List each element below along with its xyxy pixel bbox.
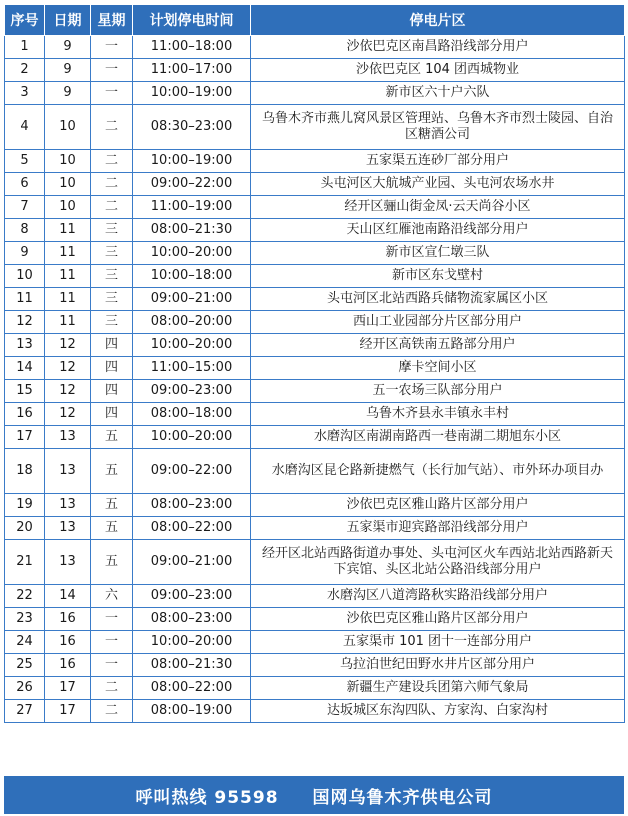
cell-date: 9 — [45, 82, 91, 105]
cell-no: 14 — [5, 357, 45, 380]
cell-no: 8 — [5, 219, 45, 242]
cell-weekday: 一 — [91, 82, 133, 105]
cell-area: 五家渠五连砂厂部分用户 — [251, 150, 625, 173]
cell-date: 12 — [45, 334, 91, 357]
table-row — [5, 403, 625, 426]
cell-time: 09:00–21:00 — [133, 540, 251, 585]
cell-no: 20 — [5, 517, 45, 540]
table-row — [5, 517, 625, 540]
cell-no: 3 — [5, 82, 45, 105]
header-area: 停电片区 — [251, 5, 625, 36]
cell-no: 19 — [5, 494, 45, 517]
cell-time: 10:00–20:00 — [133, 631, 251, 654]
hotline-text: 呼叫热线 95598 — [135, 787, 279, 808]
cell-date: 10 — [45, 196, 91, 219]
table-row — [5, 150, 625, 173]
cell-no: 4 — [5, 105, 45, 150]
cell-no: 25 — [5, 654, 45, 677]
table-row — [5, 631, 625, 654]
table-row — [5, 288, 625, 311]
cell-weekday: 四 — [91, 334, 133, 357]
cell-date: 12 — [45, 357, 91, 380]
cell-area: 乌鲁木齐县永丰镇永丰村 — [251, 403, 625, 426]
cell-no: 22 — [5, 585, 45, 608]
cell-date: 17 — [45, 677, 91, 700]
cell-area: 沙依巴克区雅山路片区部分用户 — [251, 494, 625, 517]
table-row — [5, 265, 625, 288]
cell-area: 摩卡空间小区 — [251, 357, 625, 380]
table-row — [5, 36, 625, 59]
cell-time: 10:00–19:00 — [133, 150, 251, 173]
cell-area: 达坂城区东沟四队、方家沟、白家沟村 — [251, 700, 625, 723]
cell-no: 7 — [5, 196, 45, 219]
cell-weekday: 一 — [91, 631, 133, 654]
cell-time: 08:00–22:00 — [133, 517, 251, 540]
cell-no: 6 — [5, 173, 45, 196]
cell-time: 10:00–20:00 — [133, 426, 251, 449]
cell-time: 09:00–22:00 — [133, 173, 251, 196]
cell-date: 11 — [45, 288, 91, 311]
cell-time: 08:00–23:00 — [133, 608, 251, 631]
cell-time: 08:30–23:00 — [133, 105, 251, 150]
table-row — [5, 494, 625, 517]
cell-time: 09:00–23:00 — [133, 585, 251, 608]
cell-no: 26 — [5, 677, 45, 700]
cell-no: 1 — [5, 36, 45, 59]
cell-area: 新市区东戈壁村 — [251, 265, 625, 288]
cell-time: 08:00–21:30 — [133, 654, 251, 677]
cell-date: 13 — [45, 540, 91, 585]
table-row — [5, 540, 625, 585]
cell-no: 13 — [5, 334, 45, 357]
table-row — [5, 105, 625, 150]
cell-time: 08:00–20:00 — [133, 311, 251, 334]
cell-weekday: 四 — [91, 403, 133, 426]
cell-weekday: 四 — [91, 357, 133, 380]
cell-weekday: 一 — [91, 36, 133, 59]
cell-time: 11:00–19:00 — [133, 196, 251, 219]
table-row — [5, 311, 625, 334]
cell-weekday: 三 — [91, 219, 133, 242]
table-row — [5, 219, 625, 242]
cell-date: 16 — [45, 654, 91, 677]
footer-banner — [4, 776, 624, 814]
cell-area: 五一农场三队部分用户 — [251, 380, 625, 403]
table-row — [5, 357, 625, 380]
cell-weekday: 五 — [91, 517, 133, 540]
header-date: 日期 — [45, 5, 91, 36]
table-row — [5, 242, 625, 265]
cell-date: 11 — [45, 219, 91, 242]
cell-weekday: 四 — [91, 380, 133, 403]
cell-time: 11:00–17:00 — [133, 59, 251, 82]
cell-no: 11 — [5, 288, 45, 311]
cell-no: 16 — [5, 403, 45, 426]
cell-no: 24 — [5, 631, 45, 654]
cell-area: 西山工业园部分片区部分用户 — [251, 311, 625, 334]
cell-no: 9 — [5, 242, 45, 265]
cell-area: 水磨沟区南湖南路西一巷南湖二期旭东小区 — [251, 426, 625, 449]
cell-weekday: 三 — [91, 265, 133, 288]
cell-weekday: 二 — [91, 150, 133, 173]
table-row — [5, 449, 625, 494]
cell-weekday: 一 — [91, 608, 133, 631]
cell-area: 新市区六十户六队 — [251, 82, 625, 105]
cell-date: 13 — [45, 449, 91, 494]
cell-no: 5 — [5, 150, 45, 173]
cell-area: 乌鲁木齐市燕儿窝风景区管理站、乌鲁木齐市烈士陵园、自治区糖酒公司 — [251, 105, 625, 150]
cell-time: 11:00–18:00 — [133, 36, 251, 59]
cell-time: 08:00–19:00 — [133, 700, 251, 723]
cell-area: 头屯河区北站西路兵储物流家属区小区 — [251, 288, 625, 311]
cell-area: 新市区宣仁墩三队 — [251, 242, 625, 265]
cell-date: 13 — [45, 517, 91, 540]
cell-area: 头屯河区大航城产业园、头屯河农场水井 — [251, 173, 625, 196]
cell-weekday: 五 — [91, 540, 133, 585]
cell-weekday: 五 — [91, 449, 133, 494]
cell-date: 11 — [45, 265, 91, 288]
table-row — [5, 380, 625, 403]
cell-area: 天山区红雁池南路沿线部分用户 — [251, 219, 625, 242]
header-time: 计划停电时间 — [133, 5, 251, 36]
cell-weekday: 二 — [91, 196, 133, 219]
cell-date: 10 — [45, 105, 91, 150]
cell-no: 2 — [5, 59, 45, 82]
outage-table — [4, 4, 625, 723]
cell-weekday: 一 — [91, 654, 133, 677]
cell-time: 09:00–23:00 — [133, 380, 251, 403]
cell-area: 经开区骊山街金凤·云天尚谷小区 — [251, 196, 625, 219]
cell-time: 10:00–20:00 — [133, 242, 251, 265]
table-row — [5, 426, 625, 449]
table-body — [5, 36, 625, 723]
cell-weekday: 五 — [91, 494, 133, 517]
header-row — [5, 5, 625, 36]
cell-date: 9 — [45, 36, 91, 59]
cell-no: 23 — [5, 608, 45, 631]
cell-date: 16 — [45, 631, 91, 654]
cell-weekday: 二 — [91, 105, 133, 150]
table-header — [5, 5, 625, 36]
cell-weekday: 二 — [91, 700, 133, 723]
cell-weekday: 二 — [91, 677, 133, 700]
cell-time: 11:00–15:00 — [133, 357, 251, 380]
cell-date: 11 — [45, 242, 91, 265]
cell-weekday: 三 — [91, 242, 133, 265]
cell-no: 17 — [5, 426, 45, 449]
cell-area: 五家渠市迎宾路部沿线部分用户 — [251, 517, 625, 540]
cell-area: 沙依巴克区南昌路沿线部分用户 — [251, 36, 625, 59]
cell-no: 21 — [5, 540, 45, 585]
cell-area: 经开区高铁南五路部分用户 — [251, 334, 625, 357]
cell-time: 09:00–22:00 — [133, 449, 251, 494]
cell-area: 经开区北站西路街道办事处、头屯河区火车西站北站西路新天下宾馆、头区北站公路沿线部分用户 — [251, 540, 625, 585]
table-row — [5, 334, 625, 357]
header-weekday: 星期 — [91, 5, 133, 36]
cell-area: 新疆生产建设兵团第六师气象局 — [251, 677, 625, 700]
cell-time: 08:00–22:00 — [133, 677, 251, 700]
cell-time: 08:00–23:00 — [133, 494, 251, 517]
cell-area: 五家渠市 101 团十一连部分用户 — [251, 631, 625, 654]
table-row — [5, 677, 625, 700]
cell-time: 08:00–18:00 — [133, 403, 251, 426]
cell-area: 沙依巴克区 104 团西城物业 — [251, 59, 625, 82]
cell-no: 18 — [5, 449, 45, 494]
cell-no: 27 — [5, 700, 45, 723]
table-row — [5, 59, 625, 82]
cell-no: 10 — [5, 265, 45, 288]
cell-date: 16 — [45, 608, 91, 631]
table-row — [5, 196, 625, 219]
cell-area: 水磨沟区昆仑路新捷燃气（长行加气站）、市外环办项目办 — [251, 449, 625, 494]
cell-date: 10 — [45, 150, 91, 173]
cell-date: 12 — [45, 403, 91, 426]
cell-time: 10:00–20:00 — [133, 334, 251, 357]
cell-weekday: 一 — [91, 59, 133, 82]
table-row — [5, 173, 625, 196]
cell-date: 9 — [45, 59, 91, 82]
table-row — [5, 608, 625, 631]
cell-time: 09:00–21:00 — [133, 288, 251, 311]
table-row — [5, 82, 625, 105]
table-row — [5, 654, 625, 677]
cell-date: 10 — [45, 173, 91, 196]
cell-time: 08:00–21:30 — [133, 219, 251, 242]
cell-time: 10:00–18:00 — [133, 265, 251, 288]
cell-weekday: 三 — [91, 311, 133, 334]
cell-date: 14 — [45, 585, 91, 608]
cell-area: 水磨沟区八道湾路秋实路沿线部分用户 — [251, 585, 625, 608]
cell-area: 沙依巴克区雅山路片区部分用户 — [251, 608, 625, 631]
cell-date: 11 — [45, 311, 91, 334]
cell-date: 12 — [45, 380, 91, 403]
cell-area: 乌拉泊世纪田野水井片区部分用户 — [251, 654, 625, 677]
cell-weekday: 六 — [91, 585, 133, 608]
cell-weekday: 二 — [91, 173, 133, 196]
table-row — [5, 585, 625, 608]
cell-weekday: 三 — [91, 288, 133, 311]
cell-date: 13 — [45, 494, 91, 517]
header-no: 序号 — [5, 5, 45, 36]
cell-date: 13 — [45, 426, 91, 449]
cell-time: 10:00–19:00 — [133, 82, 251, 105]
table-row — [5, 700, 625, 723]
cell-no: 15 — [5, 380, 45, 403]
cell-date: 17 — [45, 700, 91, 723]
company-name: 国网乌鲁木齐供电公司 — [312, 787, 493, 808]
cell-weekday: 五 — [91, 426, 133, 449]
cell-no: 12 — [5, 311, 45, 334]
